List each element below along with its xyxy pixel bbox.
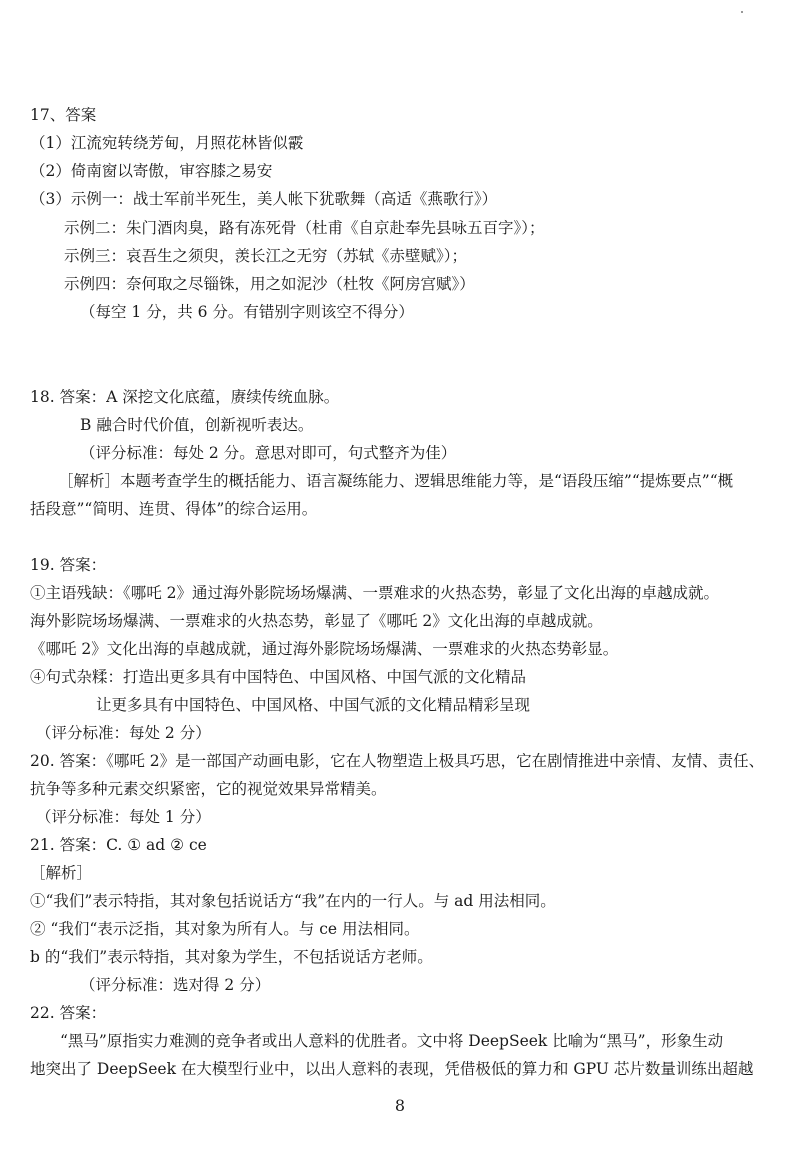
q18-analysis: ［解析］本题考查学生的概括能力、语言凝练能力、逻辑思维能力等，是“语段压缩”“提炼要点”“概	[58, 472, 734, 490]
q21-analysis-label: ［解析］	[30, 864, 93, 882]
q17-scoring: （每空 1 分，共 6 分。有错别字则该空不得分）	[80, 303, 414, 321]
q18-scoring: （评分标准：每处 2 分。意思对即可，句式整齐为佳）	[80, 444, 457, 462]
q18-line-2: B 融合时代价值，创新视听表达。	[80, 416, 314, 434]
q17-line-4: 示例二：朱门酒肉臭，路有冻死骨（杜甫《自京赴奉先县咏五百字》）；	[64, 219, 545, 237]
q17-line-5: 示例三：哀吾生之须臾，羡长江之无穷（苏轼《赤壁赋》）；	[64, 247, 468, 265]
q22-title: 22. 答案：	[30, 1004, 107, 1022]
q22-line-1: “黑马”原指实力难测的竞争者或出人意料的优胜者。文中将 DeepSeek 比喻为“黑马”，形象生动	[60, 1032, 724, 1050]
q19-line-4: ④句式杂糅：打造出更多具有中国特色、中国风格、中国气派的文化精品	[30, 668, 527, 686]
q19-scoring: （评分标准：每处 2 分）	[36, 724, 211, 742]
q20-line-1: 20. 答案：《哪吒 2》是一部国产动画电影，它在人物塑造上极具巧思，它在剧情推进中亲情、友情、责任、	[30, 752, 765, 770]
scan-dot	[741, 11, 743, 13]
q17-line-1: （1）江流宛转绕芳甸，月照花林皆似霰	[30, 134, 304, 152]
q19-title: 19. 答案：	[30, 556, 107, 574]
q17-title: 17、答案	[30, 106, 97, 124]
q21-line-3: ② “我们“表示泛指，其对象为所有人。与 ce 用法相同。	[30, 920, 420, 938]
q19-line-3: 《哪吒 2》文化出海的卓越成就，通过海外影院场场爆满、一票难求的火热态势彰显。	[30, 640, 619, 658]
q19-line-5: 让更多具有中国特色、中国风格、中国气派的文化精品精彩呈现	[96, 696, 531, 714]
q18-analysis-cont: 括段意”“简明、连贯、得体”的综合运用。	[30, 500, 318, 518]
q17-line-2: （2）倚南窗以寄傲，审容膝之易安	[30, 162, 273, 180]
q22-line-2: 地突出了 DeepSeek 在大模型行业中，以出人意料的表现，凭借极低的算力和 GPU 芯片数量训练出超越	[30, 1060, 754, 1078]
q21-line-1: 21. 答案：C. ① ad ② ce	[30, 836, 207, 854]
q19-line-2: 海外影院场场爆满、一票难求的火热态势，彰显了《哪吒 2》文化出海的卓越成就。	[30, 612, 603, 630]
q20-scoring: （评分标准：每处 1 分）	[36, 808, 211, 826]
page-number: 8	[394, 1096, 406, 1115]
q17-line-6: 示例四：奈何取之尽锱铢，用之如泥沙（杜牧《阿房宫赋》）	[64, 275, 475, 293]
q21-line-2: ①“我们”表示特指，其对象包括说话方“我”在内的一行人。与 ad 用法相同。	[30, 892, 556, 910]
q21-line-4: b 的“我们”表示特指，其对象为学生，不包括说话方老师。	[30, 948, 433, 966]
q17-line-3: （3）示例一：战士军前半死生，美人帐下犹歌舞（高适《燕歌行》）	[30, 190, 498, 208]
q18-line-1: 18. 答案：A 深挖文化底蕴，赓续传统血脉。	[30, 388, 340, 406]
q20-line-2: 抗争等多种元素交织紧密，它的视觉效果异常精美。	[30, 780, 387, 798]
q19-line-1: ①主语残缺：《哪吒 2》通过海外影院场场爆满、一票难求的火热态势，彰显了文化出海的卓越成就。	[30, 584, 720, 602]
q21-scoring: （评分标准：选对得 2 分）	[80, 976, 271, 994]
